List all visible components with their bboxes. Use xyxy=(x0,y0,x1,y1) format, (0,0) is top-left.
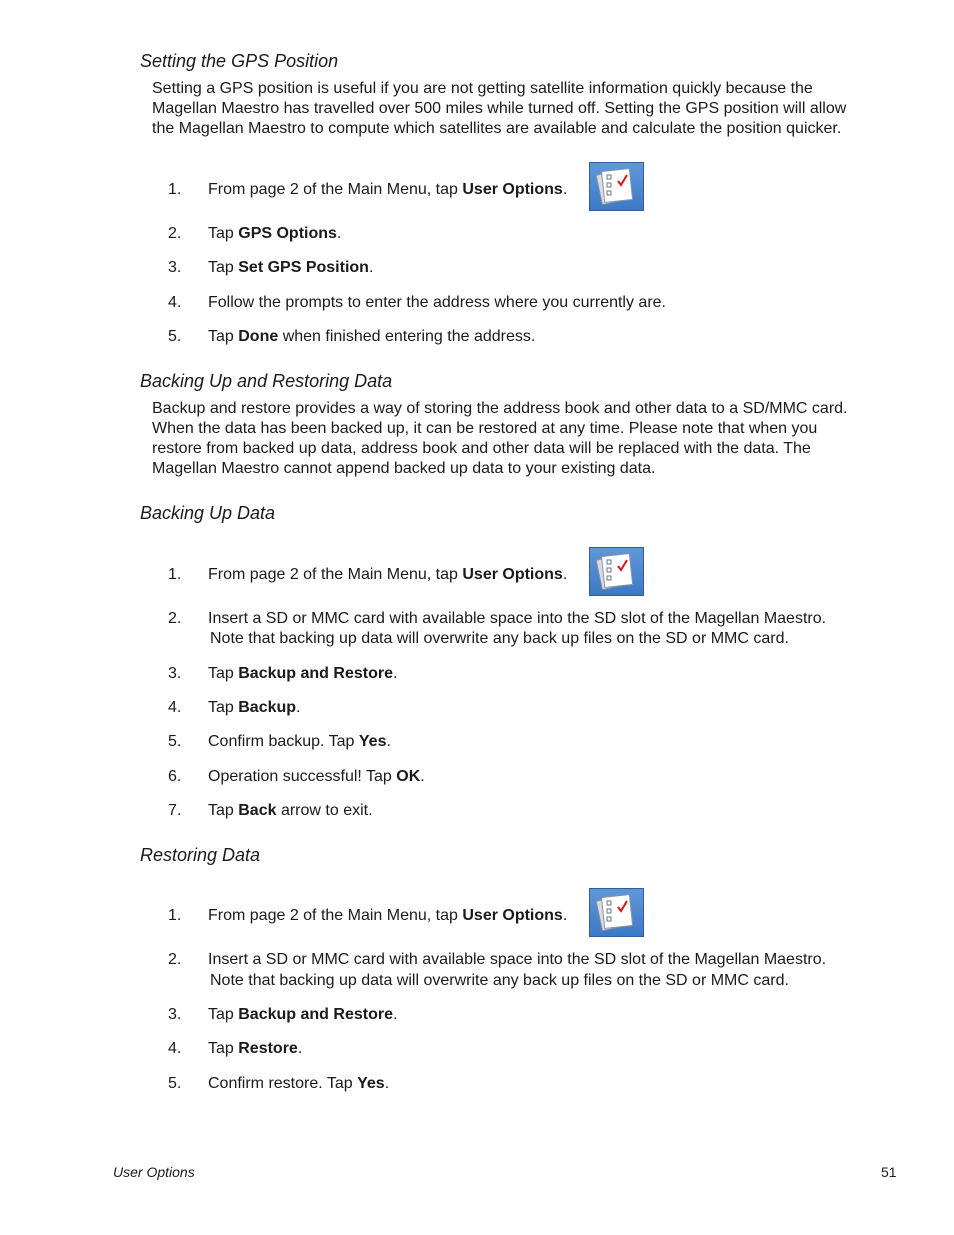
step-number: 1. xyxy=(168,907,182,924)
step-text: Confirm backup. Tap Yes. xyxy=(208,733,391,750)
page-number: 51 xyxy=(881,1164,897,1180)
user-options-checklist-icon xyxy=(589,888,644,937)
bold-term: OK xyxy=(396,768,421,785)
bold-term: Done xyxy=(238,328,279,345)
bold-term: Yes xyxy=(357,1075,385,1092)
step-text: From page 2 of the Main Menu, tap User Options. xyxy=(208,907,568,924)
gps-position-paragraph xyxy=(152,79,897,139)
paragraph-line: Magellan Maestro has travelled over 500 miles while turned off. Setting the GPS position will allow xyxy=(152,100,847,117)
bold-term: Back xyxy=(238,802,277,819)
step-number: 5. xyxy=(168,733,182,750)
paragraph-line: Setting a GPS position is useful if you are not getting satellite information quickly because the xyxy=(152,80,813,97)
step-text: Operation successful! Tap OK. xyxy=(208,768,425,785)
step-text: Tap Backup and Restore. xyxy=(208,665,398,682)
paragraph-line: When the data has been backed up, it can be restored at any time. Please note that when you xyxy=(152,420,818,437)
bold-term: Restore xyxy=(238,1040,298,1057)
section-heading-gps-position: Setting the GPS Position xyxy=(140,51,339,71)
bold-term: Backup and Restore xyxy=(238,1006,393,1023)
step-number: 2. xyxy=(168,610,182,627)
step-number: 3. xyxy=(168,259,182,276)
step-number: 5. xyxy=(168,328,182,345)
step-number: 3. xyxy=(168,665,182,682)
paragraph-line: restore from backed up data, address book and other data will be replaced with the data. The xyxy=(152,440,811,457)
step-number: 4. xyxy=(168,699,182,716)
user-options-checklist-icon xyxy=(589,547,644,596)
section-heading-backing-up-restoring: Backing Up and Restoring Data xyxy=(140,371,393,391)
step-number: 4. xyxy=(168,294,182,311)
step-number: 1. xyxy=(168,181,182,198)
bold-term: Yes xyxy=(358,733,387,750)
step-text: Follow the prompts to enter the address where you currently are. xyxy=(208,294,666,311)
step-number: 2. xyxy=(168,225,182,242)
step-text: Tap Backup. xyxy=(208,699,301,716)
bold-term: Backup xyxy=(238,699,297,716)
step-text: From page 2 of the Main Menu, tap User Options. xyxy=(208,181,568,198)
step-number: 2. xyxy=(168,951,182,968)
step-text: Insert a SD or MMC card with available space into the SD slot of the Magellan Maestro. xyxy=(208,951,827,968)
step-text: Tap Done when finished entering the address. xyxy=(208,328,536,345)
bold-term: User Options xyxy=(462,181,563,198)
step-text: Tap Restore. xyxy=(208,1040,303,1057)
step-number: 3. xyxy=(168,1006,182,1023)
user-options-checklist-icon xyxy=(589,162,644,211)
footer-section-title: User Options xyxy=(113,1164,195,1180)
step-text-continuation: Note that backing up data will overwrite any back up files on the SD or MMC card. xyxy=(210,972,789,989)
bold-term: User Options xyxy=(462,907,563,924)
paragraph-line: Magellan Maestro cannot append backed up data to your existing data. xyxy=(152,460,656,477)
step-number: 1. xyxy=(168,566,182,583)
paragraph-line: Backup and restore provides a way of storing the address book and other data to a SD/MMC card. xyxy=(152,400,848,417)
bold-term: Set GPS Position xyxy=(238,259,369,276)
bold-term: User Options xyxy=(462,566,563,583)
bold-term: Backup and Restore xyxy=(238,665,393,682)
section-heading-restoring-data: Restoring Data xyxy=(140,845,261,865)
step-text: Tap GPS Options. xyxy=(208,225,342,242)
section-heading-backing-up-data: Backing Up Data xyxy=(140,503,276,523)
step-text: From page 2 of the Main Menu, tap User Options. xyxy=(208,566,568,583)
bold-term: GPS Options xyxy=(238,225,337,242)
step-text: Insert a SD or MMC card with available space into the SD slot of the Magellan Maestro. xyxy=(208,610,827,627)
backup-restore-paragraph xyxy=(152,399,897,479)
step-text: Tap Back arrow to exit. xyxy=(208,802,373,819)
step-number: 6. xyxy=(168,768,182,785)
step-number: 5. xyxy=(168,1075,182,1092)
step-text: Confirm restore. Tap Yes. xyxy=(208,1075,390,1092)
step-text: Tap Set GPS Position. xyxy=(208,259,374,276)
paragraph-line: the Magellan Maestro to compute which satellites are available and calculate the position quicker. xyxy=(152,120,842,137)
step-text: Tap Backup and Restore. xyxy=(208,1006,398,1023)
step-number: 7. xyxy=(168,802,182,819)
step-number: 4. xyxy=(168,1040,182,1057)
step-text-continuation: Note that backing up data will overwrite any back up files on the SD or MMC card. xyxy=(210,630,789,647)
